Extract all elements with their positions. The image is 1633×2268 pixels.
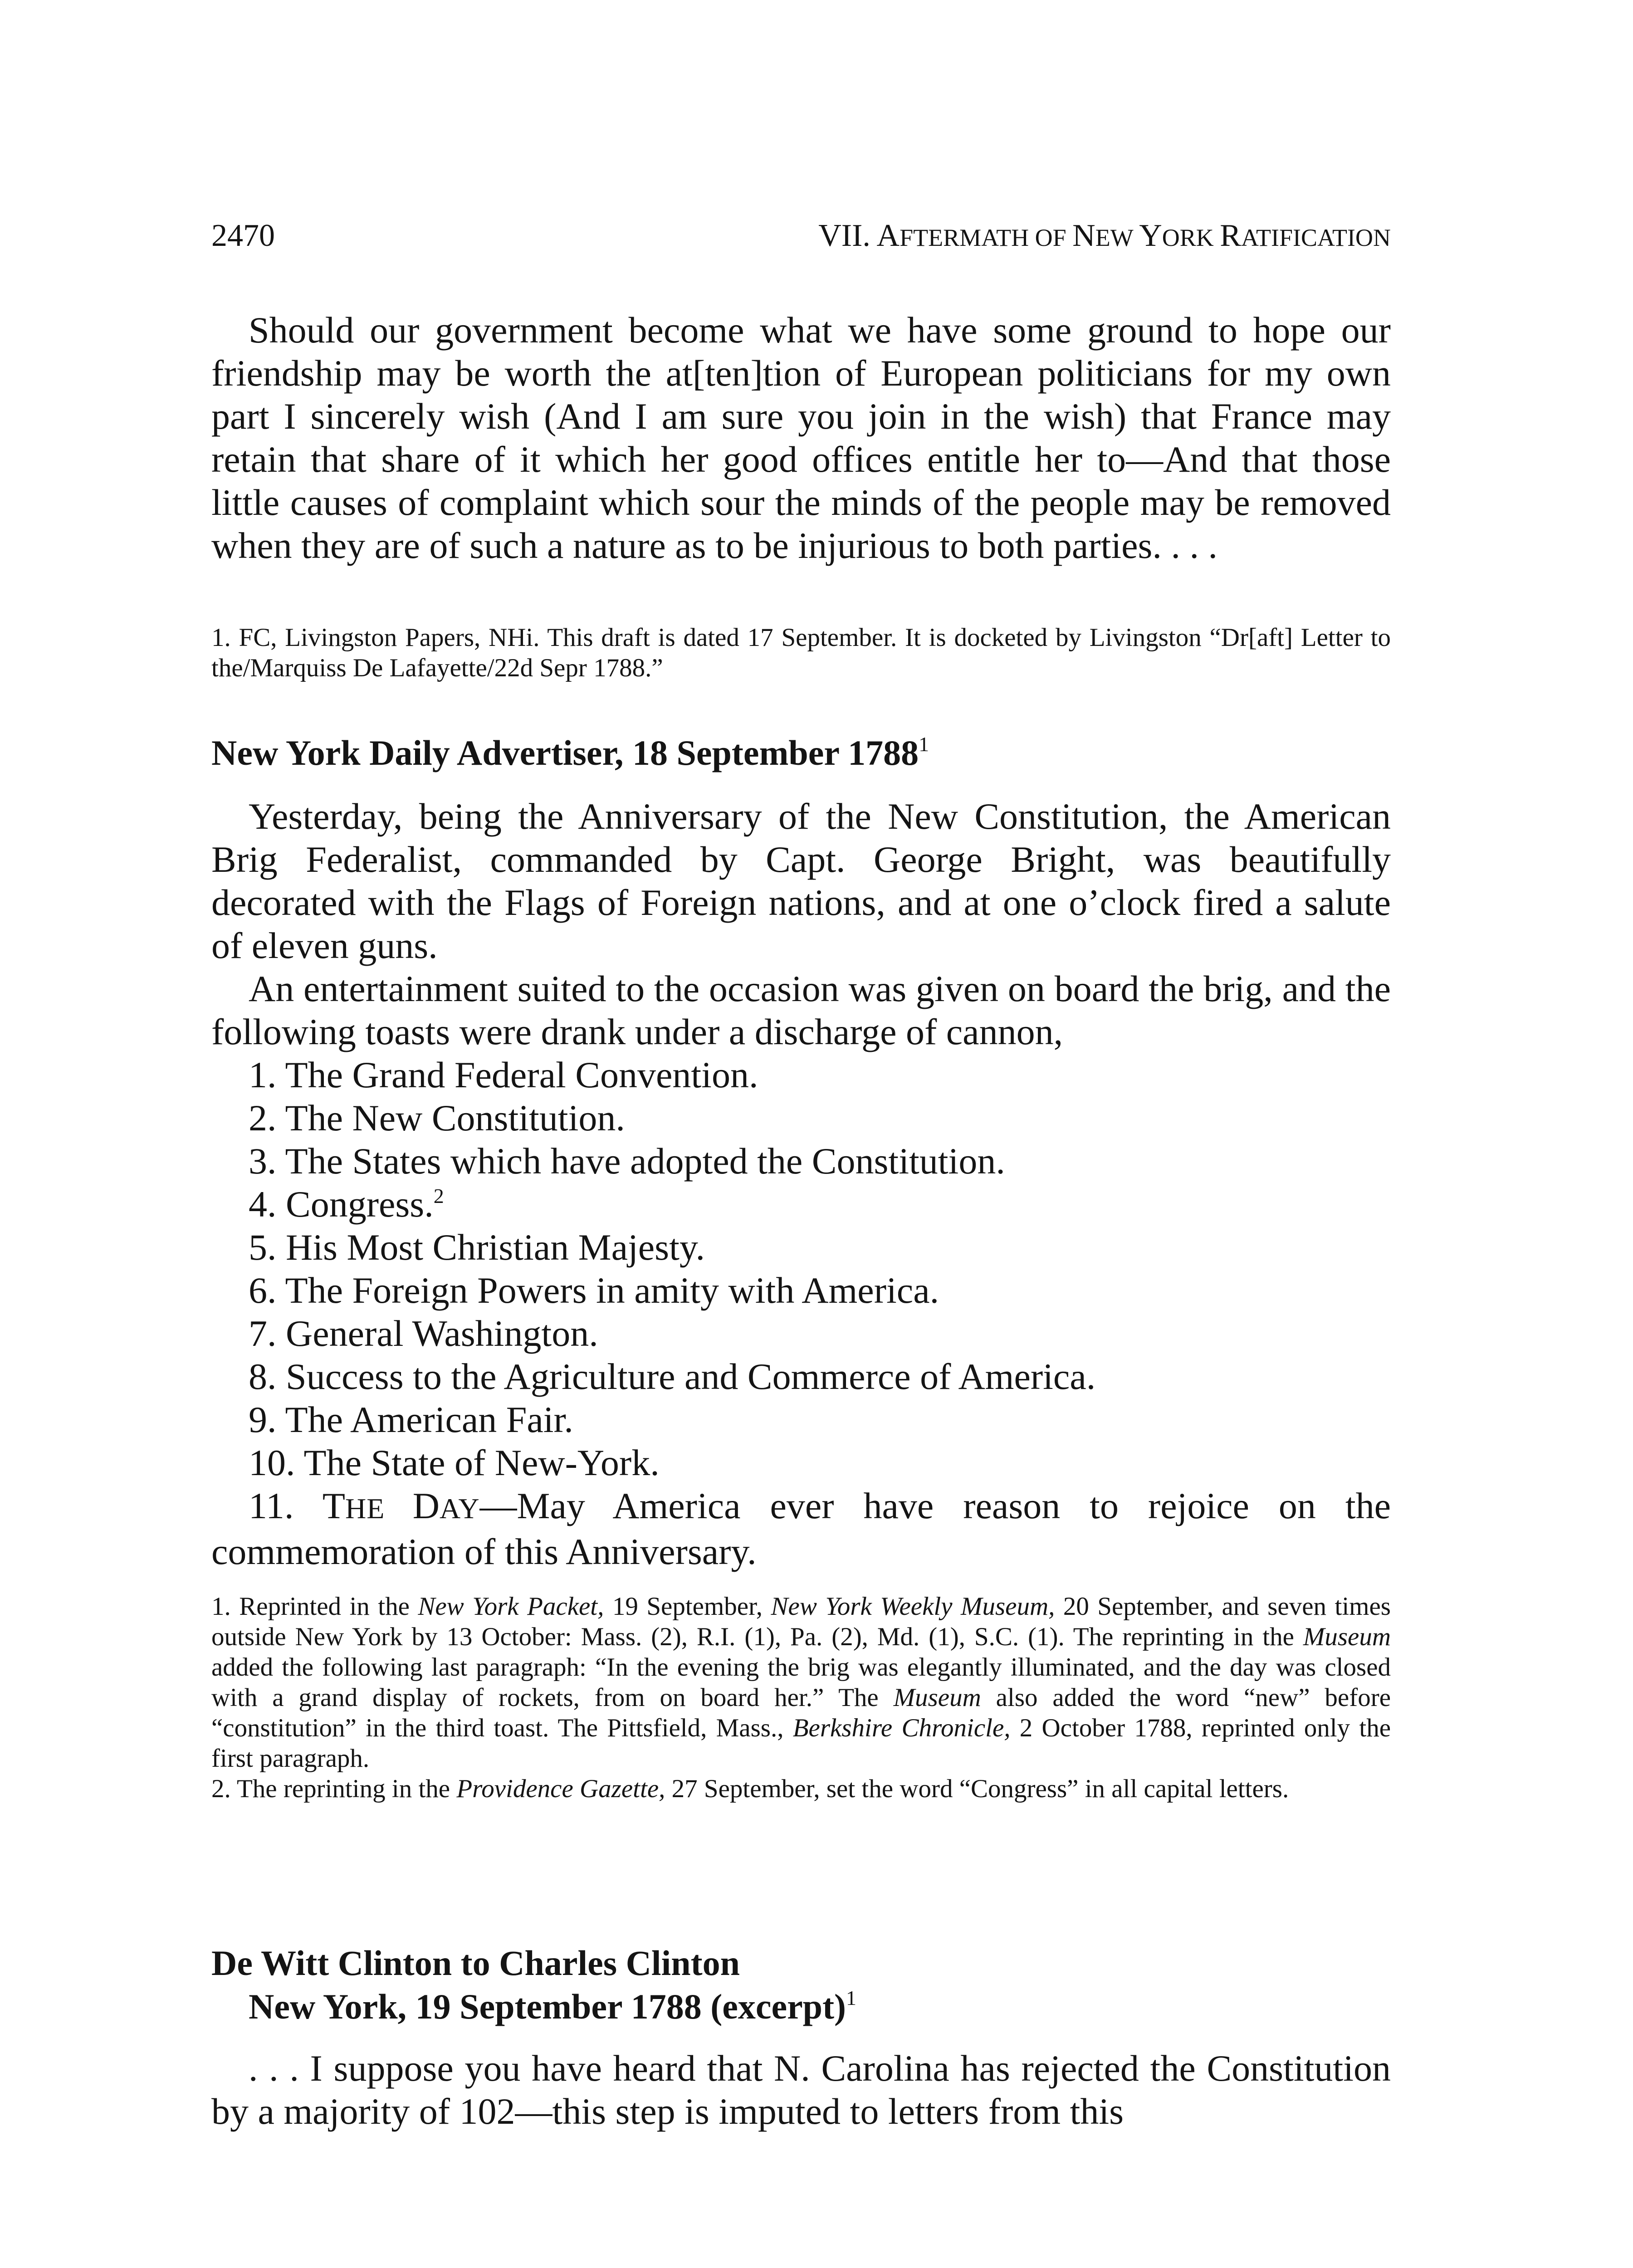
toast-item: 8. Success to the Agriculture and Commerce of America. — [249, 1356, 1096, 1397]
letter-excerpt-paragraph: Should our government become what we have some ground to hope our friendship may be worth the at[ten]tion of European politicians for my own part I sincerely wish (And I am sure you join in the wish) that France may retain that share of it which her good offices entitle her to—And that those little causes of complaint which sour the minds of the people may be removed when they are of such a nature as to be injurious to both parties. . . . — [211, 309, 1391, 566]
footnote-providence: 2. The reprinting in the Providence Gazette, 27 September, set the word “Congress” in all capital letters. — [211, 1774, 1289, 1803]
clinton-letter-paragraph: . . . I suppose you have heard that N. Carolina has rejected the Constitution by a majority of 102—this step is imputed to letters from this — [211, 2048, 1391, 2132]
toast-item: 10. The State of New-York. — [249, 1442, 660, 1483]
entertainment-paragraph: An entertainment suited to the occasion was given on board the brig, and the following toasts were drank under a discharge of cannon, — [211, 968, 1391, 1052]
toast-item: 9. The American Fair. — [249, 1399, 573, 1440]
toast-item: 4. Congress.$^2$ — [249, 1183, 444, 1225]
toast-item: 6. The Foreign Powers in amity with America. — [249, 1270, 939, 1311]
daily-advertiser-body — [211, 795, 1391, 1573]
page-number: 2470 — [211, 218, 275, 253]
footnote-livingston: 1. FC, Livingston Papers, NHi. This draft is dated 17 September. It is docketed by Livingston “Dr[aft] Letter to the/Marquiss De Lafayette/22d Sepr 1788.” — [211, 623, 1391, 682]
toast-item-eleven: 11. THE DAY—May America ever have reason to rejoice on the commemoration of this Anniversary. — [211, 1485, 1391, 1572]
toast-item: 7. General Washington. — [249, 1313, 598, 1354]
footnote-reprints: 1. Reprinted in the New York Packet, 19 September, New York Weekly Museum, 20 September, and seven times outside New York by 13 October: Mass. (2), R.I. (1), Pa. (2), Md. (1), S.C. (1). The reprinting in the Museum added the following last paragraph: “In the evening the brig was elegantly illuminated, and the day was closed with a grand display of rockets, from on board her.” The Museum also added the word “new” before “constitution” in the third toast. The Pittsfield, Mass., Berkshire Chronicle, 2 October 1788, reprinted only the first paragraph. — [211, 1592, 1391, 1773]
heading-line-dateline: New York, 19 September 1788 (excerpt)$^1$ — [249, 1986, 857, 2026]
anniversary-paragraph: Yesterday, being the Anniversary of the New Constitution, the American Brig Federalist, commanded by Capt. George Bright, was beautifully decorated with the Flags of Foreign nations, and at one o’clock fired a salute of eleven guns. — [211, 796, 1391, 966]
toast-item: 2. The New Constitution. — [249, 1097, 625, 1139]
toast-item: 3. The States which have adopted the Constitution. — [249, 1140, 1005, 1182]
running-head-title: VII. AFTERMATH OF NEW YORK RATIFICATION — [818, 218, 1391, 253]
section-heading-daily-advertiser: New York Daily Advertiser, 18 September 1788$^1$ — [211, 733, 929, 772]
toast-item: 5. His Most Christian Majesty. — [249, 1227, 705, 1268]
footnotes-daily-advertiser — [211, 1591, 1391, 1804]
running-head — [211, 218, 1391, 259]
heading-line-correspondents: De Witt Clinton to Charles Clinton — [211, 1943, 740, 1983]
toast-item: 1. The Grand Federal Convention. — [249, 1054, 758, 1095]
toast-list — [211, 1053, 1391, 1484]
section-heading-clinton-letter — [211, 1941, 1391, 2028]
